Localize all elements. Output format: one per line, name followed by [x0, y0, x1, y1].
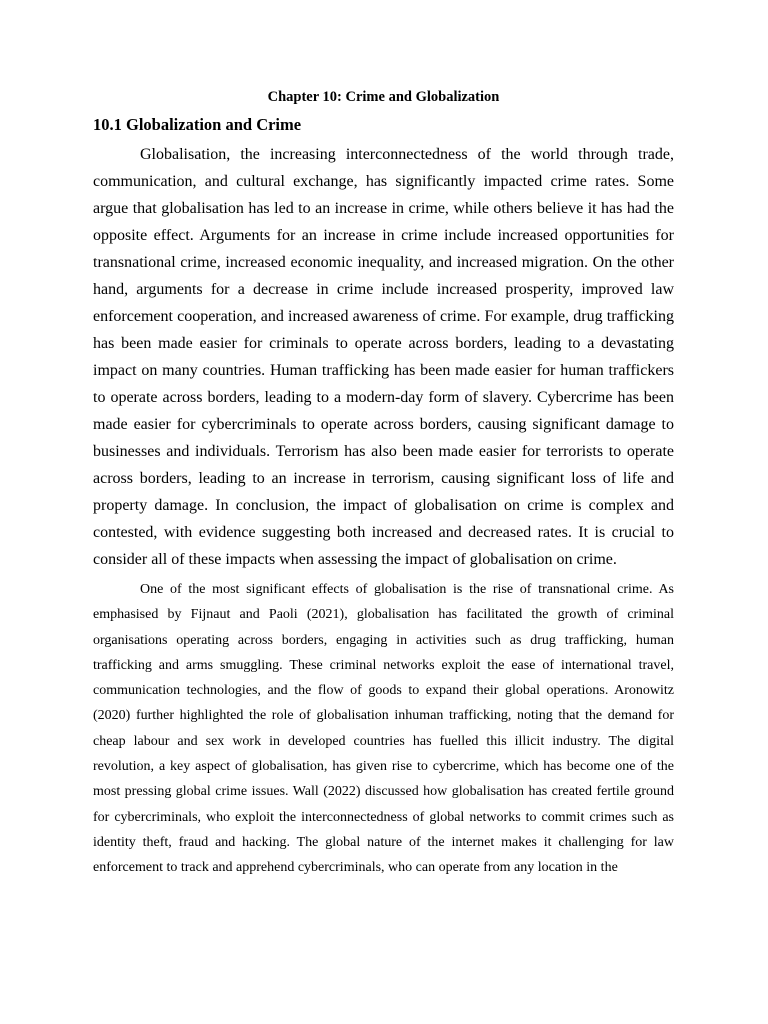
section-heading: 10.1 Globalization and Crime	[93, 115, 302, 134]
body-paragraph-1: Globalisation, the increasing interconnectedness of the world through trade, communication, and cultural exchange, has significantly impacted crime rates. Some argue that globalisation has led to an increase in crime, while others believe it has had the opposite effect. Arguments for an increase in crime include increased opportunities for transnational crime, increased economic inequality, and increased migration. On the other hand, arguments for a decrease in crime include increased prosperity, improved law enforcement cooperation, and increased awareness of crime. For example, drug trafficking has been made easier for criminals to operate across borders, leading to a devastating impact on many countries. Human trafficking has been made easier for human traffickers to operate across borders, leading to a modern-day form of slavery. Cybercrime has been made easier for cybercriminals to operate across borders, causing significant damage to businesses and individuals. Terrorism has also been made easier for terrorists to operate across borders, leading to an increase in terrorism, causing significant loss of life and property damage. In conclusion, the impact of globalisation on crime is complex and contested, with evidence suggesting both increased and decreased rates. It is crucial to consider all of these impacts when assessing the impact of globalisation on crime.	[93, 146, 674, 568]
chapter-title: Chapter 10: Crime and Globalization	[267, 89, 500, 105]
body-paragraph-2: One of the most significant effects of globalisation is the rise of transnational crime. As emphasised by Fijnaut and Paoli (2021), globalisation has facilitated the growth of criminal organisations operating across borders, engaging in activities such as drug trafficking, human trafficking and arms smuggling. These criminal networks exploit the ease of international travel, communication technologies, and the flow of goods to expand their global operations. Aronowitz (2020) further highlighted the role of globalisation inhuman trafficking, noting that the demand for cheap labour and sex work in developed countries has fuelled this illicit industry. The digital revolution, a key aspect of globalisation, has given rise to cybercrime, which has become one of the most pressing global crime issues. Wall (2022) discussed how globalisation has created fertile ground for cybercriminals, who exploit the interconnectedness of global networks to commit crimes such as identity theft, fraud and hacking. The global nature of the internet makes it challenging for law enforcement to track and apprehend cybercriminals, who can operate from any location in the	[93, 582, 674, 876]
document-page	[93, 87, 674, 881]
